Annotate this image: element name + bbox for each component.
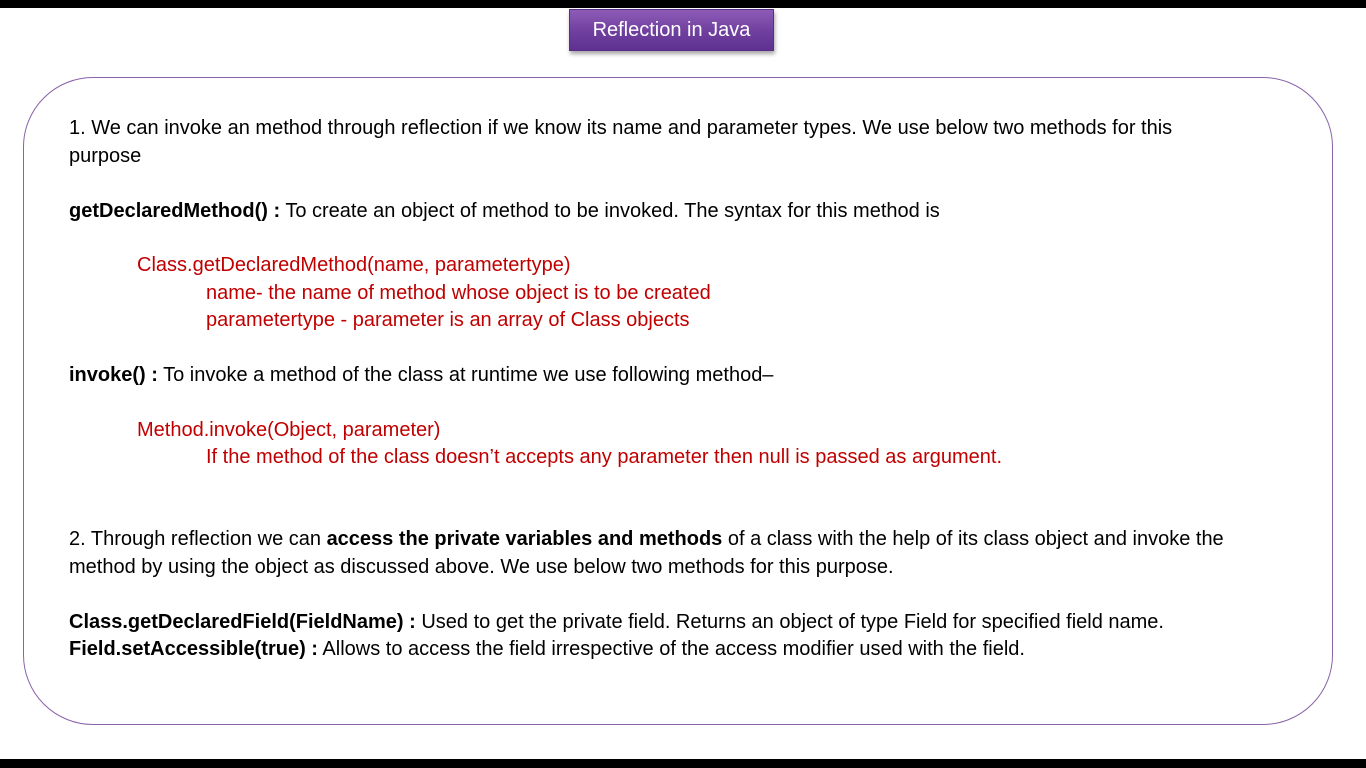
- code-invoke-signature: [137, 418, 440, 442]
- code-param-name: [206, 281, 711, 305]
- paragraph-2-suffix: of a class with the help of its class object and invoke the: [722, 528, 1224, 550]
- paragraph-2-bold: access the private variables and methods: [326, 528, 723, 550]
- setaccessible-label: Field.setAccessible(true) :: [69, 638, 318, 660]
- getdeclaredmethod-description: [69, 199, 940, 223]
- code-text: Class.getDeclaredMethod(name, parametertype): [137, 254, 571, 276]
- setaccessible-description: [69, 637, 1025, 661]
- top-letterbox-bar: [0, 0, 1366, 8]
- paragraph-2-line-1: [69, 527, 1224, 551]
- paragraph-2-prefix: 2. Through reflection we can: [69, 528, 327, 550]
- getdeclaredmethod-text: To create an object of method to be invoked. The syntax for this method is: [280, 200, 940, 222]
- bottom-letterbox-bar: [0, 759, 1366, 768]
- code-invoke-note: [206, 445, 1002, 469]
- code-param-parametertype: [206, 308, 690, 332]
- setaccessible-text: Allows to access the field irrespective of the access modifier used with the field.: [317, 638, 1025, 660]
- getdeclaredfield-text: Used to get the private field. Returns an object of type Field for specified field name.: [415, 611, 1164, 633]
- paragraph-2-text-cont: method by using the object as discussed above. We use below two methods for this purpose.: [69, 556, 894, 578]
- getdeclaredfield-description: [69, 610, 1164, 634]
- slide-title-box: [569, 9, 774, 51]
- invoke-description: [69, 363, 773, 387]
- getdeclaredfield-label: Class.getDeclaredField(FieldName) :: [69, 611, 416, 633]
- getdeclaredmethod-label: getDeclaredMethod() :: [69, 200, 281, 222]
- slide-title: Reflection in Java: [592, 18, 751, 41]
- paragraph-2-line-2: [69, 555, 894, 579]
- code-text: Method.invoke(Object, parameter): [137, 419, 441, 441]
- code-getdeclaredmethod-signature: [137, 253, 571, 277]
- code-text: parametertype - parameter is an array of Class objects: [206, 309, 690, 331]
- paragraph-1-line-2: [69, 144, 141, 168]
- code-text: If the method of the class doesn’t accepts any parameter then null is passed as argument.: [206, 446, 1003, 468]
- paragraph-1-text-cont: purpose: [69, 145, 142, 167]
- invoke-text: To invoke a method of the class at runtime we use following method–: [157, 364, 774, 386]
- code-text: name- the name of method whose object is to be created: [206, 282, 711, 304]
- paragraph-1-text: 1. We can invoke an method through reflection if we know its name and parameter types. We use below two methods for this: [69, 117, 1173, 139]
- invoke-label: invoke() :: [69, 364, 158, 386]
- paragraph-1-line-1: [69, 116, 1172, 140]
